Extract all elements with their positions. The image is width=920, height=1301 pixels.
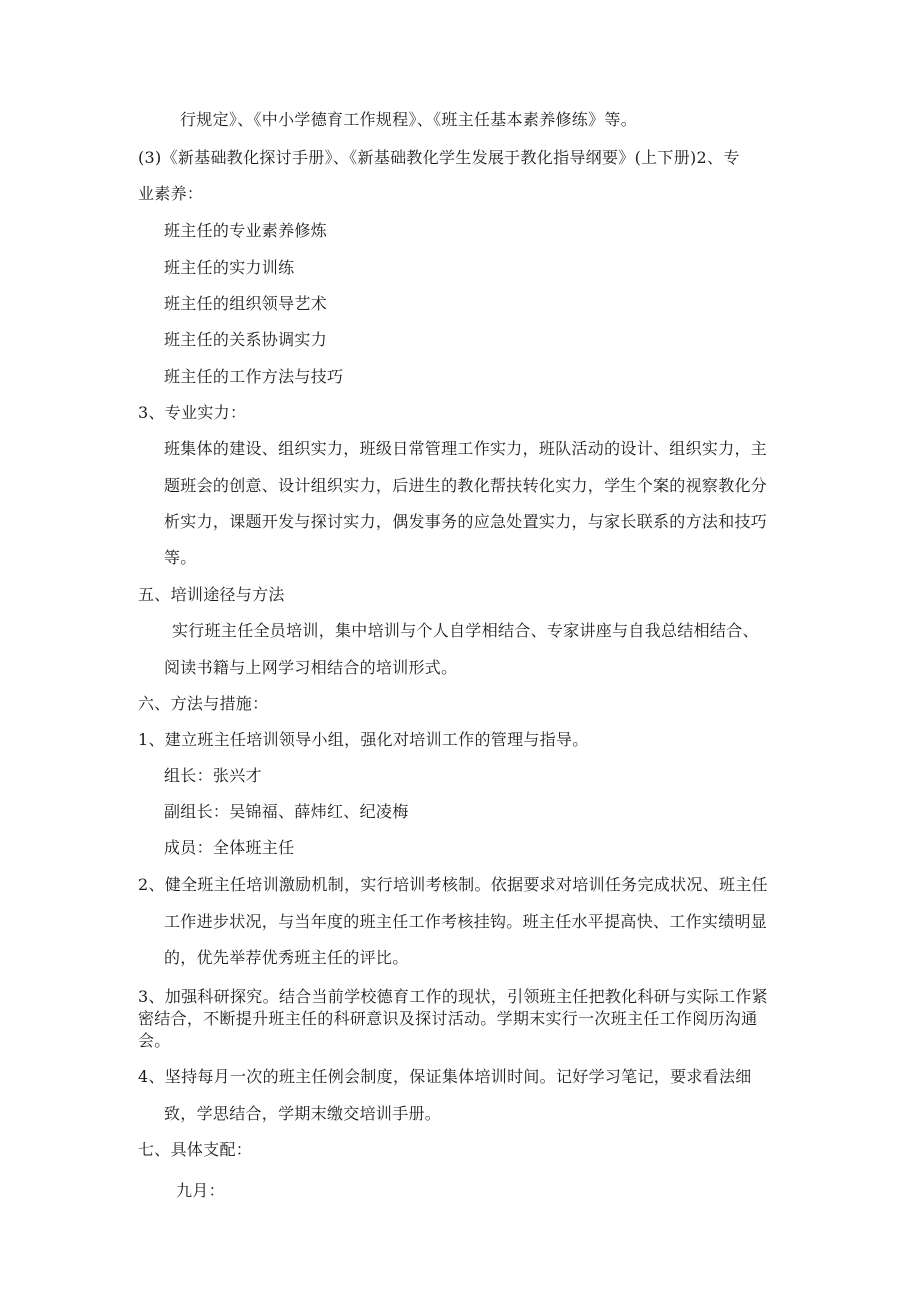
section-heading: 五、培训途径与方法 (138, 585, 285, 604)
text-line: 题班会的创意、设计组织实力，后进生的教化帮扶转化实力，学生个案的视察教化分 (164, 476, 768, 495)
text-line: 会。 (138, 1031, 171, 1050)
text-line: 成员：全体班主任 (164, 838, 295, 857)
section-heading: 七、具体支配： (138, 1140, 253, 1159)
text-line: 班主任的关系协调实力 (164, 330, 328, 349)
text-line: 班主任的组织领导艺术 (164, 294, 328, 313)
text-line: 班主任的工作方法与技巧 (164, 367, 344, 386)
text-line: 1、建立班主任培训领导小组，强化对培训工作的管理与指导。 (138, 730, 589, 749)
text-line: 九月： (176, 1181, 225, 1200)
section-heading: 3、专业实力： (138, 403, 247, 422)
text-line: 析实力，课题开发与探讨实力，偶发事务的应急处置实力，与家长联系的方法和技巧 (164, 512, 768, 531)
text-line: 致，学思结合，学期末缴交培训手册。 (164, 1104, 442, 1123)
text-line: 密结合，不断提升班主任的科研意识及探讨活动。学期末实行一次班主任工作阅历沟通 (138, 1009, 758, 1028)
text-line: 2、健全班主任培训激励机制，实行培训考核制。依据要求对培训任务完成状况、班主任 (138, 875, 768, 894)
text-line: 4、坚持每月一次的班主任例会制度，保证集体培训时间。记好学习笔记，要求看法细 (138, 1067, 752, 1086)
text-line: 工作进步状况，与当年度的班主任工作考核挂钩。班主任水平提高快、工作实绩明显 (164, 912, 768, 931)
text-line: 3、加强科研探究。结合当前学校德育工作的现状，引领班主任把教化科研与实际工作紧 (138, 987, 768, 1006)
text-line: 的，优先举荐优秀班主任的评比。 (164, 948, 409, 967)
text-line: 业素养： (138, 184, 204, 203)
section-heading: 六、方法与措施： (138, 694, 269, 713)
text-line: 组长：张兴才 (164, 766, 262, 785)
text-line: 等。 (164, 548, 197, 567)
text-line: 班集体的建设、组织实力，班级日常管理工作实力，班队活动的设计、组织实力，主 (164, 439, 768, 458)
text-line: 班主任的实力训练 (164, 258, 295, 277)
text-line: 实行班主任全员培训，集中培训与个人自学相结合、专家讲座与自我总结相结合、 (172, 621, 759, 640)
text-line: 阅读书籍与上网学习相结合的培训形式。 (164, 658, 458, 677)
text-line: 班主任的专业素养修炼 (164, 221, 328, 240)
text-line: 行规定》、《中小学德育工作规程》、《班主任基本素养修练》等。 (180, 110, 638, 129)
text-line: 副组长：吴锦福、薛炜红、纪凌梅 (164, 802, 409, 821)
text-line: (3)《新基础教化探讨手册》、《新基础教化学生发展于教化指导纲要》(上下册)2、专 (138, 148, 740, 167)
